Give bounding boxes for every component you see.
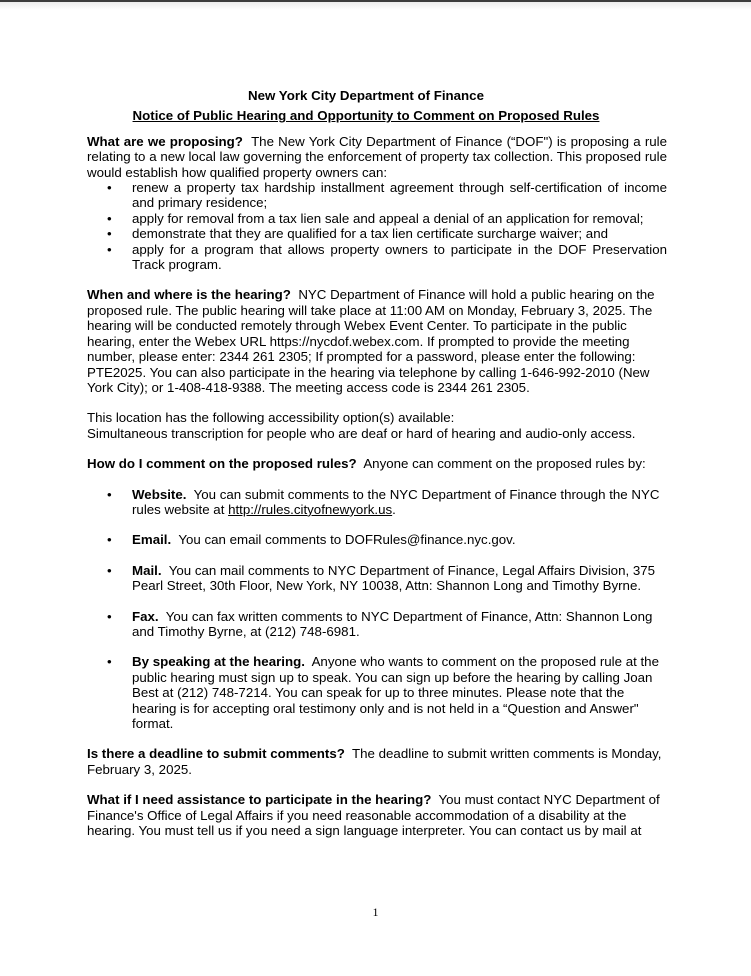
document-page bbox=[87, 88, 667, 853]
section-comment bbox=[87, 456, 667, 471]
proposing-bullet-list bbox=[87, 180, 667, 272]
hearing-paragraph bbox=[87, 287, 667, 395]
section-accessibility bbox=[87, 410, 667, 441]
method-text: Anyone who wants to comment on the proposed rule at the public hearing must sign up to speak. You can sign up before the hearing by calling Joan Best at (212) 748-7214. You can speak for up to three minutes. Please note that the hearing is for accepting oral testimony only and is not held in a “Question and Answer" format. bbox=[132, 654, 659, 731]
hearing-text: NYC Department of Finance will hold a public hearing on the proposed rule. The public hearing will take place at 11:00 AM on Monday, February 3, 2025. The hearing will be conducted remotely through Webex Event Center. To participate in the public hearing, enter the Webex URL https://nycdof.webex.com. If prompted to provide the meeting number, please enter: 2344 261 2305; If prompted for a password, please enter the following: PTE2025. You can also participate in the hearing via telephone by calling 1-646-992-2010 (New York City); or 1-408-418-9388. The meeting access code is 2344 261 2305. bbox=[87, 287, 655, 395]
bullet-icon: • bbox=[107, 532, 112, 548]
assistance-question: What if I need assistance to participate in the hearing? bbox=[87, 792, 432, 808]
hearing-question: When and where is the hearing? bbox=[87, 287, 291, 303]
proposing-paragraph bbox=[87, 134, 667, 180]
comment-question: How do I comment on the proposed rules? bbox=[87, 456, 357, 472]
accessibility-intro: This location has the following accessibility option(s) available: bbox=[87, 410, 455, 426]
comment-method-fax bbox=[87, 609, 667, 640]
proposing-question: What are we proposing? bbox=[87, 133, 243, 149]
comment-method-website bbox=[87, 487, 667, 518]
bullet-icon: • bbox=[107, 241, 112, 257]
assistance-text: You must contact NYC Department of Finance's Office of Legal Affairs if you need reasonable accommodation of a disability at the hearing. You must tell us if you need a sign language interpreter. You can contact us by mail at bbox=[87, 792, 660, 839]
method-suffix: . bbox=[392, 501, 396, 517]
bullet-icon: • bbox=[107, 210, 112, 226]
bullet-icon: • bbox=[107, 180, 112, 196]
method-label: Fax. bbox=[132, 608, 159, 624]
list-item-text: apply for a program that allows property owners to participate in the DOF Preservation Track program. bbox=[132, 241, 667, 273]
list-item-text: apply for removal from a tax lien sale and appeal a denial of an application for removal; bbox=[132, 210, 644, 226]
method-text: You can email comments to DOFRules@finance.nyc.gov. bbox=[178, 532, 516, 548]
method-text: You can mail comments to NYC Department of Finance, Legal Affairs Division, 375 Pearl Street, 30th Floor, New York, NY 10038, Attn: Shannon Long and Timothy Byrne. bbox=[132, 562, 656, 594]
list-item bbox=[87, 211, 667, 226]
method-text: You can submit comments to the NYC Department of Finance through the NYC rules website at bbox=[132, 486, 660, 517]
comment-text: Anyone can comment on the proposed rules by: bbox=[363, 456, 646, 472]
viewer-top-shadow bbox=[0, 2, 751, 10]
bullet-icon: • bbox=[107, 654, 112, 670]
rules-website-link[interactable]: http://rules.cityofnewyork.us bbox=[228, 501, 393, 517]
comment-method-speaking bbox=[87, 654, 667, 731]
list-item-text: demonstrate that they are qualified for a tax lien certificate surcharge waiver; and bbox=[132, 226, 608, 242]
list-item bbox=[87, 242, 667, 273]
bullet-icon: • bbox=[107, 486, 112, 502]
notice-title: Notice of Public Hearing and Opportunity to Comment on Proposed Rules bbox=[132, 108, 600, 124]
proposing-text: The New York City Department of Finance (“DOF") is proposing a rule relating to a new local law governing the enforcement of property tax collection. This proposed rule would establish how qualified property owners can: bbox=[87, 133, 667, 180]
method-label: Email. bbox=[132, 532, 172, 548]
section-assistance bbox=[87, 792, 667, 838]
section-hearing bbox=[87, 287, 667, 395]
list-item bbox=[87, 226, 667, 241]
agency-title: New York City Department of Finance bbox=[248, 88, 484, 103]
comment-method-mail bbox=[87, 563, 667, 594]
bullet-icon: • bbox=[107, 562, 112, 578]
deadline-paragraph bbox=[87, 746, 667, 777]
method-label: By speaking at the hearing. bbox=[132, 654, 305, 670]
method-text: You can fax written comments to NYC Department of Finance, Attn: Shannon Long and Timothy Byrne, at (212) 748-6981. bbox=[132, 608, 653, 639]
section-proposing bbox=[87, 134, 667, 273]
comment-method-email bbox=[87, 532, 667, 547]
list-item-text: renew a property tax hardship installment agreement through self-certification of income and primary residence; bbox=[132, 180, 667, 211]
deadline-text: The deadline to submit written comments is Monday, February 3, 2025. bbox=[87, 746, 662, 777]
assistance-paragraph bbox=[87, 792, 667, 838]
bullet-icon: • bbox=[107, 608, 112, 624]
deadline-question: Is there a deadline to submit comments? bbox=[87, 746, 345, 762]
comment-paragraph bbox=[87, 456, 667, 471]
comment-methods-list bbox=[87, 487, 667, 732]
method-label: Website. bbox=[132, 486, 187, 502]
page-number: 1 bbox=[372, 905, 379, 919]
list-item bbox=[87, 180, 667, 211]
accessibility-options: Simultaneous transcription for people who are deaf or hard of hearing and audio-only access. bbox=[87, 425, 636, 441]
section-deadline bbox=[87, 746, 667, 777]
method-label: Mail. bbox=[132, 562, 162, 578]
bullet-icon: • bbox=[107, 226, 112, 242]
